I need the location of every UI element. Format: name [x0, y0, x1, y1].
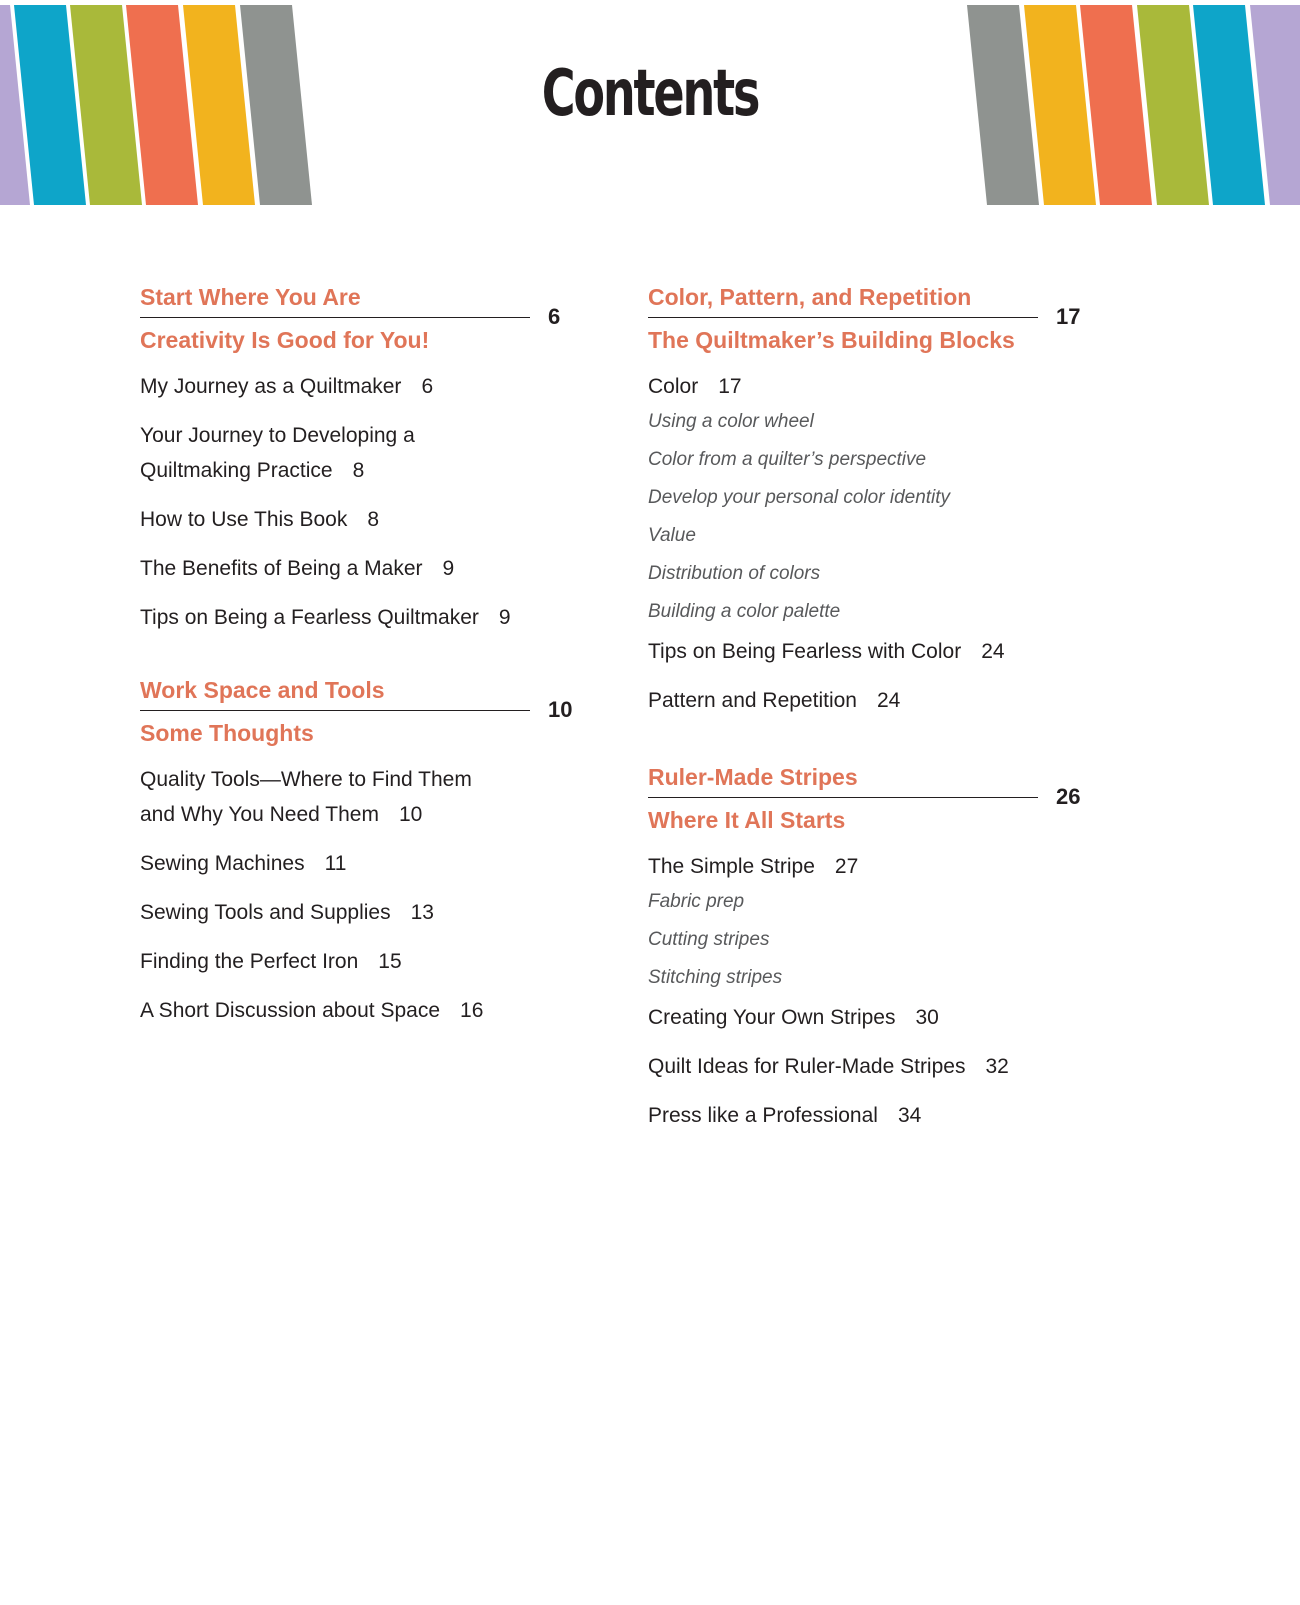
toc-subentry[interactable]: Distribution of colors — [648, 563, 821, 584]
toc-entry[interactable] — [140, 895, 600, 930]
entry-title: My Journey as a Quiltmaker — [140, 375, 402, 398]
entry-page-number: 8 — [367, 508, 380, 531]
section-page-number: 26 — [1056, 784, 1081, 809]
entry-page-number: 15 — [378, 950, 402, 973]
section-title[interactable]: Ruler-Made Stripes — [648, 764, 858, 790]
section-subtitle[interactable]: Creativity Is Good for You! — [140, 327, 430, 353]
entry-page-number: 9 — [498, 606, 511, 629]
entry-title: Quilt Ideas for Ruler-Made Stripes — [648, 1055, 966, 1078]
section-header — [140, 282, 561, 355]
entry-page-number: 17 — [718, 375, 742, 398]
entry-title: Sewing Machines — [140, 852, 305, 875]
section-header — [648, 762, 1081, 835]
entry-title: Creating Your Own Stripes — [648, 1006, 896, 1029]
toc-section-ruler-made-stripes — [648, 762, 1108, 1133]
toc-column-left — [140, 282, 600, 1028]
entry-title: Press like a Professional — [648, 1104, 878, 1127]
toc-subentry[interactable]: Fabric prep — [648, 891, 745, 912]
toc-subentry[interactable]: Cutting stripes — [648, 929, 770, 950]
section-title[interactable]: Color, Pattern, and Repetition — [648, 284, 972, 310]
section-divider — [140, 710, 530, 711]
entry-page-number: 16 — [460, 999, 484, 1022]
toc-subentry[interactable]: Value — [648, 525, 696, 546]
entry-title: The Benefits of Being a Maker — [140, 557, 423, 580]
toc-entry[interactable] — [140, 418, 600, 488]
entry-title-line2: Quiltmaking Practice — [140, 459, 333, 482]
section-header — [140, 675, 573, 748]
entry-page-number: 6 — [421, 375, 434, 398]
entry-page-number: 24 — [981, 640, 1005, 663]
toc-subentry[interactable]: Color from a quilter’s perspective — [648, 449, 927, 470]
section-title[interactable]: Start Where You Are — [140, 284, 361, 310]
toc-subentry[interactable]: Building a color palette — [648, 601, 841, 622]
toc-entry[interactable] — [648, 1049, 1108, 1084]
entry-page-number: 9 — [442, 557, 455, 580]
entry-page-number: 13 — [410, 901, 434, 924]
toc-entry[interactable] — [140, 551, 600, 586]
section-divider — [648, 317, 1038, 318]
section-subtitle[interactable]: Some Thoughts — [140, 720, 314, 746]
section-subtitle[interactable]: Where It All Starts — [648, 807, 846, 833]
entry-title: Color — [648, 375, 699, 398]
toc-entry[interactable] — [648, 634, 1108, 669]
section-page-number: 6 — [548, 304, 561, 329]
entry-title: The Simple Stripe — [648, 855, 815, 878]
toc-entry[interactable] — [648, 1000, 1108, 1035]
section-divider — [140, 317, 530, 318]
toc-entry[interactable] — [140, 369, 600, 404]
entry-page-number: 32 — [985, 1055, 1009, 1078]
toc-section-work-space-and-tools — [140, 675, 600, 1028]
toc-subentry[interactable]: Using a color wheel — [648, 411, 814, 432]
toc-entry[interactable] — [648, 849, 1108, 884]
entry-page-number: 10 — [398, 803, 423, 826]
entry-page-number: 8 — [352, 459, 365, 482]
toc-subentry[interactable]: Stitching stripes — [648, 967, 783, 988]
entry-title: Tips on Being Fearless with Color — [648, 640, 962, 663]
toc-subentry[interactable]: Develop your personal color identity — [648, 487, 951, 508]
toc-entry[interactable] — [140, 993, 600, 1028]
section-page-number: 10 — [548, 697, 573, 722]
entry-title: Finding the Perfect Iron — [140, 950, 359, 973]
entry-title: How to Use This Book — [140, 508, 348, 531]
section-subtitle[interactable]: The Quiltmaker’s Building Blocks — [648, 327, 1015, 353]
toc-entry[interactable] — [648, 1098, 1108, 1133]
section-header — [648, 282, 1081, 355]
toc-entry[interactable] — [648, 369, 1108, 404]
toc-entry[interactable] — [648, 683, 1108, 718]
entry-page-number: 27 — [834, 855, 859, 878]
entry-title: Tips on Being a Fearless Quiltmaker — [140, 606, 479, 629]
toc-entry[interactable] — [140, 762, 600, 832]
toc-entry[interactable] — [140, 944, 600, 979]
section-divider — [648, 797, 1038, 798]
entry-page-number: 34 — [897, 1104, 922, 1127]
entry-title: A Short Discussion about Space — [140, 999, 441, 1022]
entry-title-line2: and Why You Need Them — [140, 803, 379, 826]
section-title[interactable]: Work Space and Tools — [140, 677, 385, 703]
entry-title: Pattern and Repetition — [648, 689, 857, 712]
toc-entry[interactable] — [140, 502, 600, 537]
toc-section-start-where-you-are — [140, 282, 600, 635]
entry-page-number: 24 — [876, 689, 901, 712]
toc-entry[interactable] — [140, 846, 600, 881]
entry-page-number: 11 — [324, 852, 347, 875]
section-page-number: 17 — [1056, 304, 1081, 329]
toc-section-color-pattern-repetition — [648, 282, 1108, 718]
entry-page-number: 30 — [915, 1006, 939, 1029]
page-title: Contents — [541, 57, 759, 131]
toc-column-right — [648, 282, 1108, 1133]
entry-title: Sewing Tools and Supplies — [140, 901, 391, 924]
entry-title-line1: Quality Tools—Where to Find Them — [140, 768, 472, 791]
entry-title-line1: Your Journey to Developing a — [140, 424, 415, 447]
toc-entry[interactable] — [140, 600, 600, 635]
